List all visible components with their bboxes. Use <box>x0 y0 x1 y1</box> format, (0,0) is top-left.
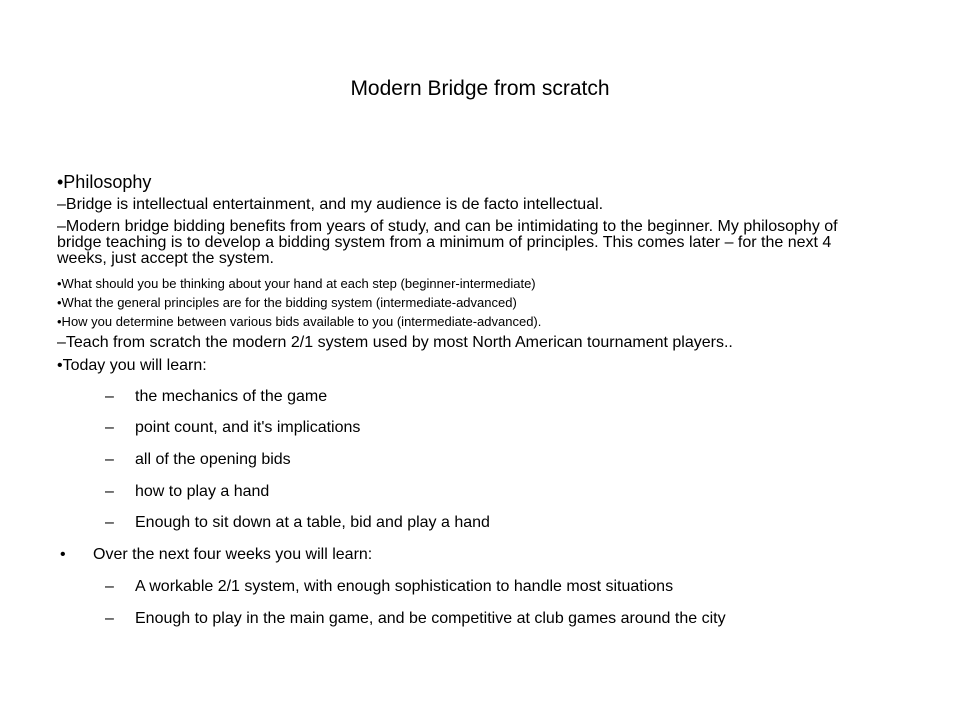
today-item <box>105 451 291 469</box>
next-heading: Over the next four weeks you will learn: <box>93 546 373 563</box>
today-heading: •Today you will learn: <box>57 357 207 374</box>
today-item <box>105 483 269 501</box>
small-point: •What the general principles are for the bidding system (intermediate-advanced) <box>57 295 517 310</box>
today-item <box>105 514 490 532</box>
line-entertainment: –Bridge is intellectual entertainment, and my audience is de facto intellectual. <box>57 196 604 213</box>
dash-marker: – <box>105 388 114 405</box>
today-item-text: all of the opening bids <box>135 451 291 468</box>
next-item <box>105 578 673 596</box>
small-point: •What should you be thinking about your hand at each step (beginner-intermediate) <box>57 276 536 291</box>
today-item-text: point count, and it's implications <box>135 419 361 436</box>
dash-marker: – <box>105 451 114 468</box>
dash-marker: – <box>105 483 114 500</box>
next-item <box>105 610 726 628</box>
next-heading-row <box>60 546 372 564</box>
line-modern-bidding: –Modern bridge bidding benefits from years of study, and can be intimidating to the beginner. My philosophy of bridge teaching is to develop a bidding system from a minimum of principles. This comes later – for the next 4 weeks, just accept the system. <box>57 218 838 267</box>
dash-marker: – <box>105 610 114 627</box>
bullet-marker: • <box>60 546 66 563</box>
dash-marker: – <box>105 419 114 436</box>
today-item-text: Enough to sit down at a table, bid and play a hand <box>135 514 490 531</box>
next-item-text: A workable 2/1 system, with enough sophistication to handle most situations <box>135 578 674 595</box>
today-item-text: how to play a hand <box>135 483 270 500</box>
next-item-text: Enough to play in the main game, and be competitive at club games around the city <box>135 610 726 627</box>
dash-marker: – <box>105 514 114 531</box>
slide-title: Modern Bridge from scratch <box>350 77 610 100</box>
small-point: •How you determine between various bids available to you (intermediate-advanced). <box>57 314 542 329</box>
today-item-text: the mechanics of the game <box>135 388 328 405</box>
line-teach: –Teach from scratch the modern 2/1 system used by most North American tournament players.. <box>57 334 733 351</box>
philosophy-heading: •Philosophy <box>57 172 152 192</box>
today-item <box>105 419 360 437</box>
dash-marker: – <box>105 578 114 595</box>
today-item <box>105 388 327 406</box>
